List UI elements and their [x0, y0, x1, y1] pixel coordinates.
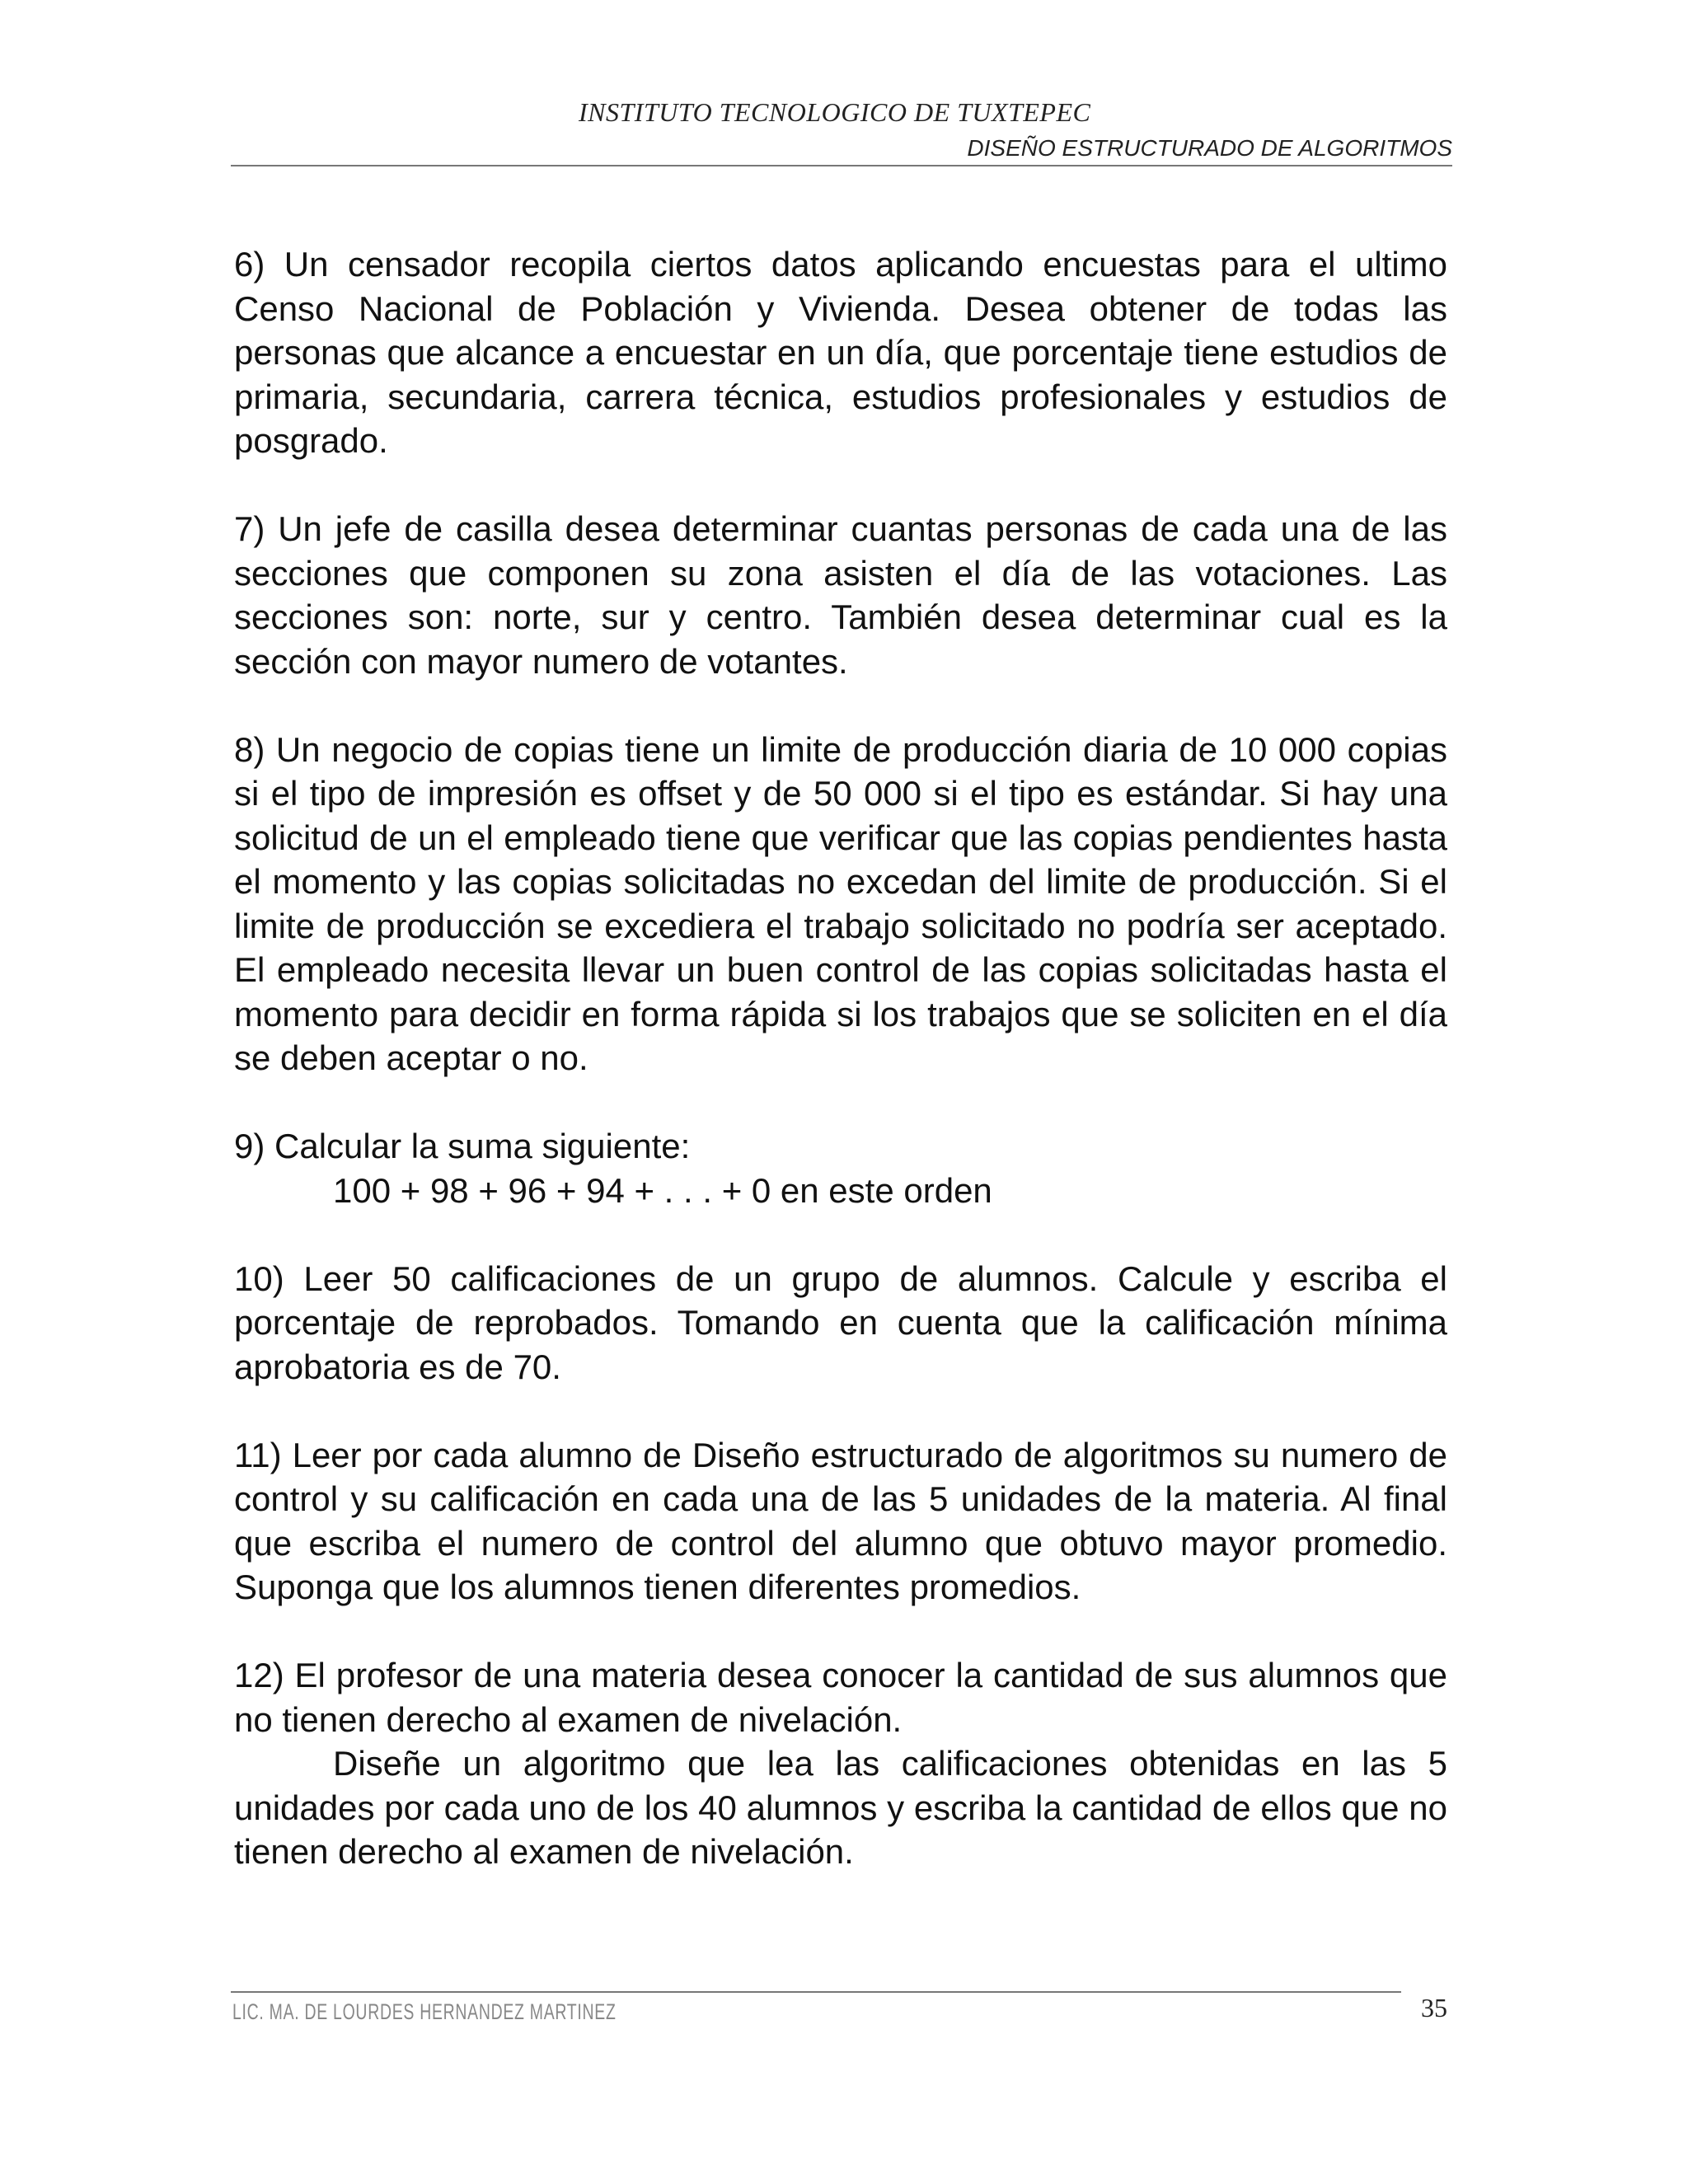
- exercise-12-detail: Diseñe un algoritmo que lea las calificaciones obtenidas en las 5 unidades por cada uno de los 40 alumnos y escriba la cantidad de ellos que no tienen derecho al examen de nivelación.: [234, 1744, 1447, 1871]
- exercise-7: 7) Un jefe de casilla desea determinar cuantas personas de cada una de las secciones que componen su zona asisten el día de las votaciones. Las secciones son: norte, sur y centro. También desea determinar cual es la sección con mayor numero de votantes.: [234, 509, 1447, 681]
- author-name: LIC. MA. DE LOURDES HERNANDEZ MARTINEZ: [232, 1999, 617, 2024]
- institution-title: INSTITUTO TECNOLOGICO DE TUXTEPEC: [579, 97, 1091, 127]
- exercise-10: 10) Leer 50 calificaciones de un grupo de alumnos. Calcule y escriba el porcentaje de reprobados. Tomando en cuenta que la calificación mínima aprobatoria es de 70.: [234, 1258, 1447, 1386]
- footer-divider: [231, 1991, 1401, 1993]
- header-divider: [231, 165, 1452, 166]
- exercise-12-intro: 12) El profesor de una materia desea conocer la cantidad de sus alumnos que no tienen derecho al examen de nivelación.: [234, 1656, 1447, 1739]
- exercise-list: [234, 242, 1447, 1874]
- exercise-9-title: 9) Calcular la suma siguiente:: [234, 1127, 691, 1165]
- exercise-8: 8) Un negocio de copias tiene un limite de producción diaria de 10 000 copias si el tipo de impresión es offset y de 50 000 si el tipo es estándar. Si hay una solicitud de un el empleado tiene que verificar que las copias pendientes hasta el momento y las copias solicitadas no excedan del limite de producción. Si el limite de producción se excediera el trabajo solicitado no podría ser aceptado. El empleado necesita llevar un buen control de las copias solicitadas hasta el momento para decidir en forma rápida si los trabajos que se soliciten en el día se deben aceptar o no.: [234, 729, 1447, 1077]
- exercise-11: 11) Leer por cada alumno de Diseño estructurado de algoritmos su numero de control y su calificación en cada una de las 5 unidades de la materia. Al final que escriba el numero de control del alumno que obtuvo mayor promedio. Suponga que los alumnos tienen diferentes promedios.: [234, 1435, 1447, 1606]
- course-title: DISEÑO ESTRUCTURADO DE ALGORITMOS: [967, 135, 1452, 161]
- exercise-6: 6) Un censador recopila ciertos datos aplicando encuestas para el ultimo Censo Nacional de Población y Vivienda. Desea obtener de todas las personas que alcance a encuestar en un día, que porcentaje tiene estudios de primaria, secundaria, carrera técnica, estudios profesionales y estudios de posgrado.: [234, 245, 1447, 460]
- page-number: 35: [1421, 1993, 1447, 2022]
- exercise-9-formula: 100 + 98 + 96 + 94 + . . . + 0 en este orden: [333, 1170, 992, 1210]
